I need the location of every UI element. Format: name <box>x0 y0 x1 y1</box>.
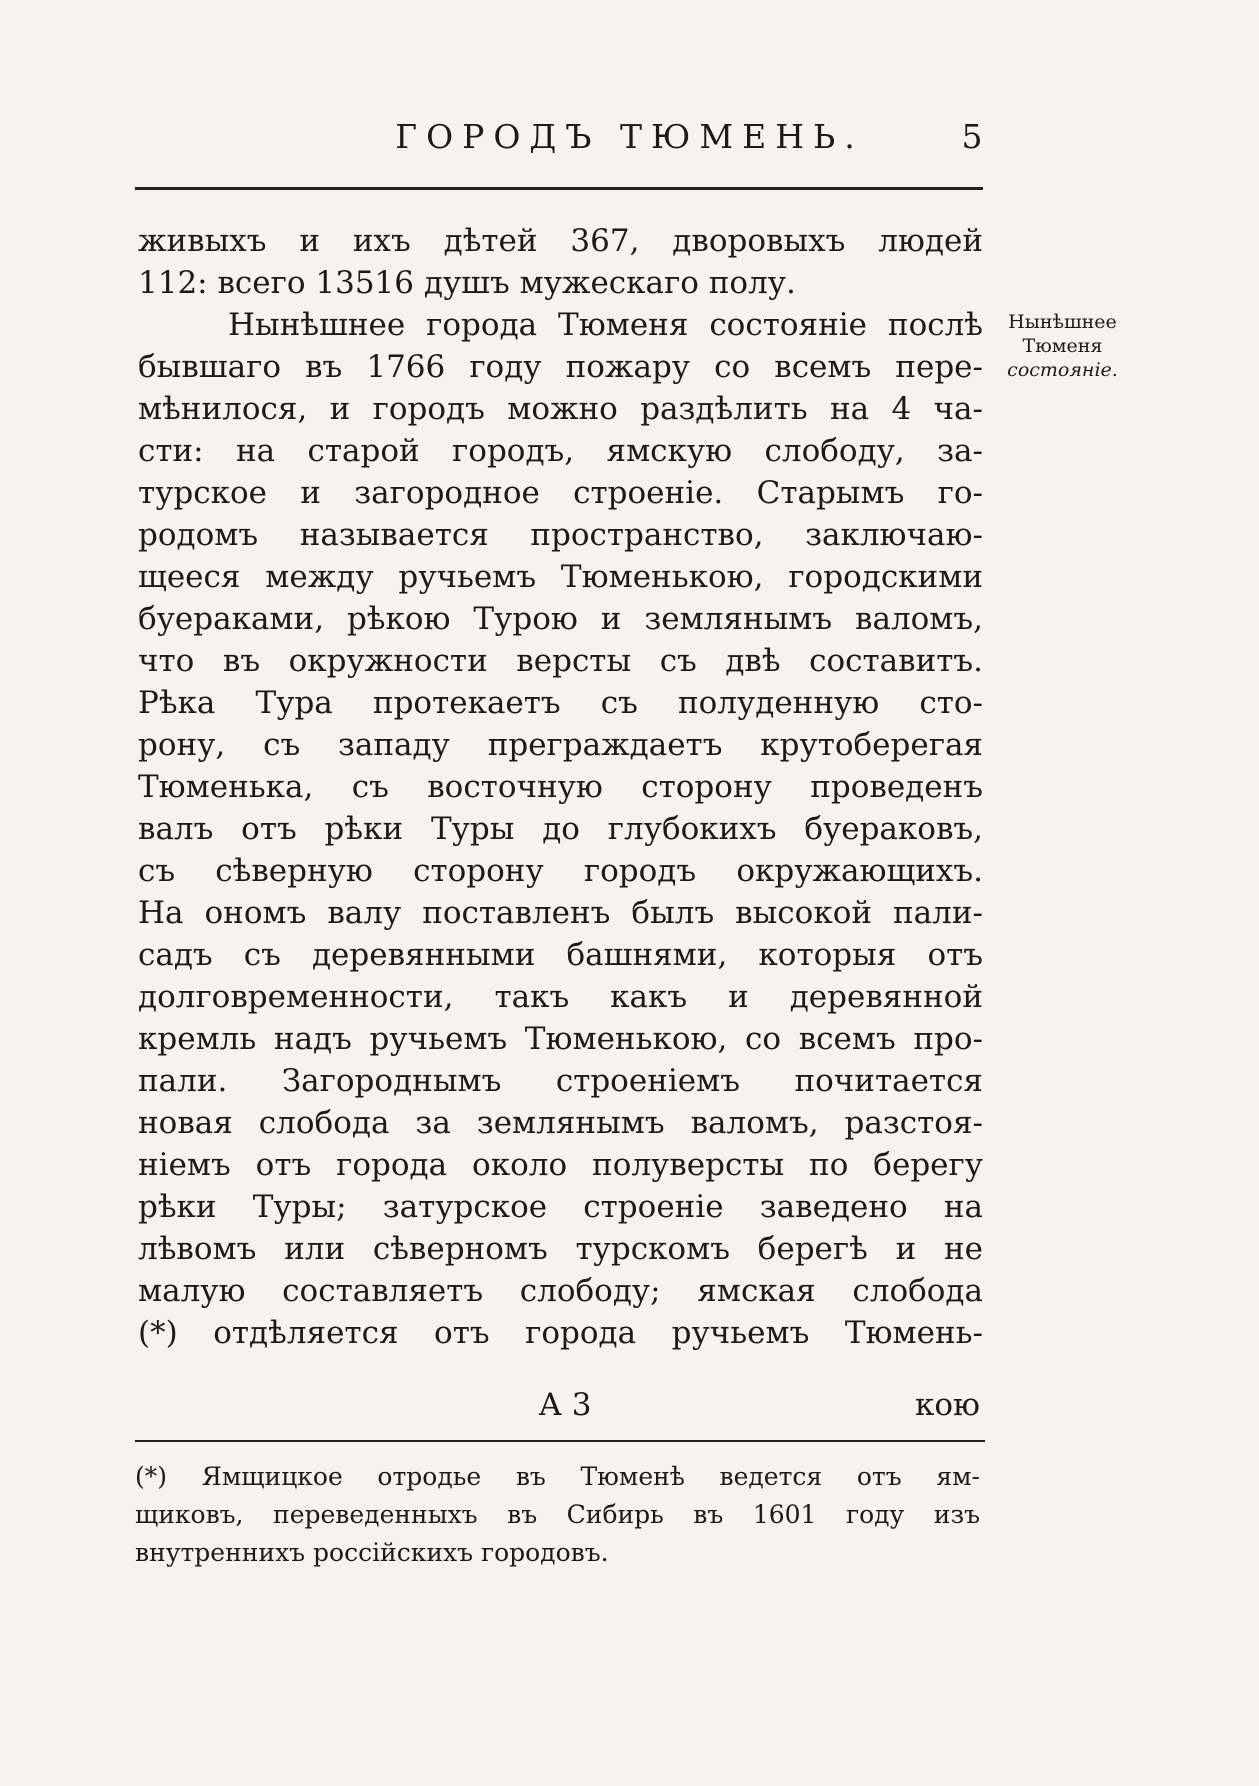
body-line: долговременности, такъ какъ и деревянной <box>138 979 983 1015</box>
header-rule <box>135 187 983 190</box>
body-line: щееся между ручьемъ Тюменькою, городскими <box>138 559 983 595</box>
body-line: бывшаго въ 1766 году пожару со всемъ пере- <box>138 349 983 385</box>
footnote-line: внутреннихъ россійскихъ городовъ. <box>135 1538 609 1567</box>
body-line: рѣки Туры; затурское строеніе заведено на <box>138 1189 983 1225</box>
signature-mark: А 3 <box>538 1387 592 1423</box>
body-line: валъ отъ рѣки Туры до глубокихъ буераковъ, <box>138 811 983 847</box>
body-line: лѣвомъ или сѣверномъ турскомъ берегѣ и не <box>138 1231 983 1267</box>
body-line: родомъ называется пространство, заключаю- <box>138 517 983 553</box>
body-line: турское и загородное строеніе. Старымъ го- <box>138 475 983 511</box>
body-line: малую составляетъ слободу; ямская слобода <box>138 1273 983 1309</box>
footnote-rule <box>135 1440 985 1442</box>
body-line: буераками, рѣкою Турою и землянымъ валомъ, <box>138 601 983 637</box>
marginal-note <box>995 310 1130 382</box>
marginal-note-line: состояніе. <box>1007 359 1118 381</box>
body-line: съ сѣверную сторону городъ окружающихъ. <box>138 853 983 889</box>
body-line: 112: всего 13516 душъ мужескаго полу. <box>138 265 796 301</box>
body-line: что въ окружности версты съ двѣ составитъ. <box>138 643 983 679</box>
running-title: ГОРОДЪ ТЮМЕНЬ. <box>395 117 864 156</box>
marginal-note-line: Нынѣшнее <box>1008 311 1117 333</box>
body-line: садъ съ деревянными башнями, которыя отъ <box>138 937 983 973</box>
body-line: живыхъ и ихъ дѣтей 367, дворовыхъ людей <box>138 223 983 259</box>
body-line: мѣнилося, и городъ можно раздѣлить на 4 ча- <box>138 391 983 427</box>
body-line: На ономъ валу поставленъ былъ высокой пали- <box>138 895 983 931</box>
body-line: кремль надъ ручьемъ Тюменькою, со всемъ про- <box>138 1021 983 1057</box>
footnote-line: щиковъ, переведенныхъ въ Сибирь въ 1601 году изъ <box>135 1500 980 1529</box>
marginal-note-line: Тюменя <box>1022 335 1103 357</box>
body-line: пали. Загороднымъ строеніемъ почитается <box>138 1063 983 1099</box>
body-line: сти: на старой городъ, ямскую слободу, за- <box>138 433 983 469</box>
body-line: (*) отдѣляется отъ города ручьемъ Тюмень- <box>138 1315 983 1351</box>
body-text <box>138 220 983 1354</box>
body-line: рону, съ западу преграждаетъ крутоберегая <box>138 727 983 763</box>
body-line: Тюменька, съ восточную сторону проведенъ <box>138 769 983 805</box>
page-number: 5 <box>961 117 983 156</box>
body-line: новая слобода за землянымъ валомъ, разстоя- <box>138 1105 983 1141</box>
body-line: Рѣка Тура протекаетъ съ полуденную сто- <box>138 685 983 721</box>
body-line: ніемъ отъ города около полуверсты по берегу <box>138 1147 983 1183</box>
catchword: кою <box>914 1387 980 1423</box>
footnote-line: (*) Ямщицкое отродье въ Тюменѣ ведется отъ ям- <box>135 1462 980 1491</box>
body-line: Нынѣшнее города Тюменя состояніе послѣ <box>228 307 983 343</box>
footnote <box>135 1458 980 1572</box>
